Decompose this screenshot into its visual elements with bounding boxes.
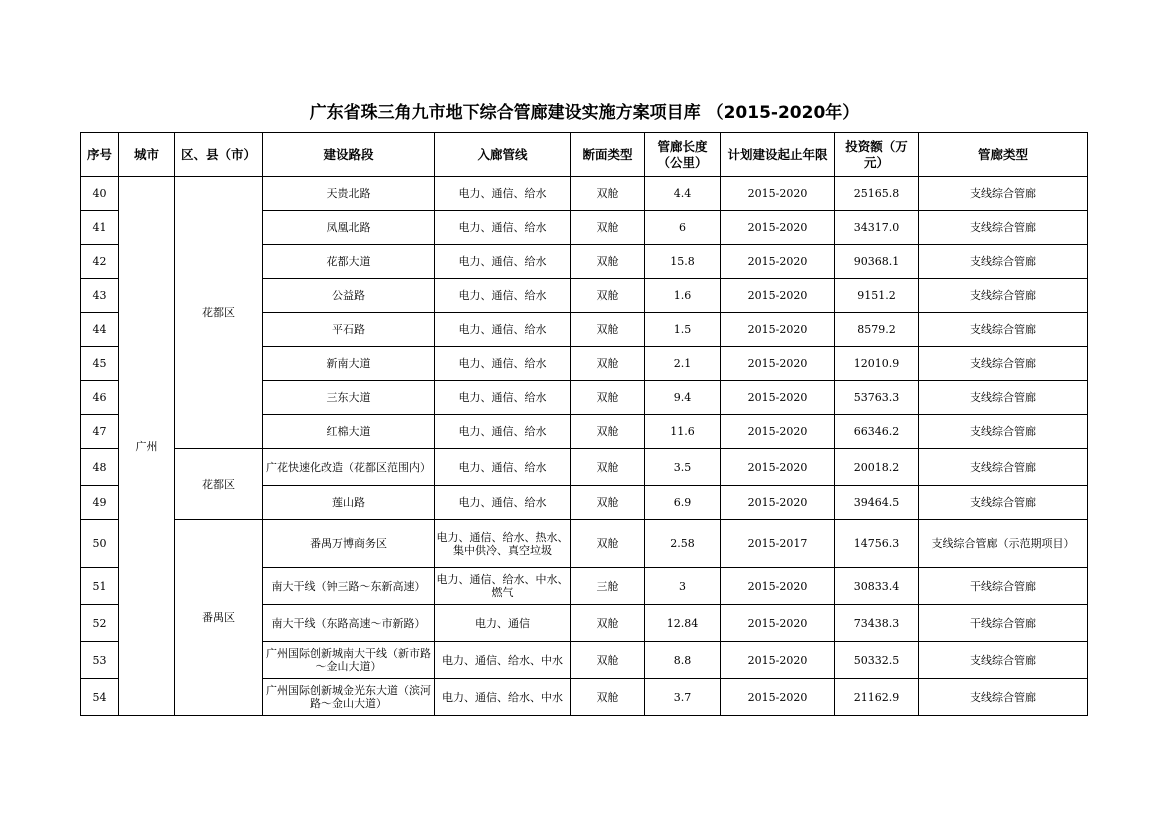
cell-length: 12.84 xyxy=(645,605,721,642)
cell-section: 双舱 xyxy=(571,279,645,313)
cell-pipes: 电力、通信、给水、中水 xyxy=(435,642,571,679)
cell-length: 2.58 xyxy=(645,520,721,568)
cell-period: 2015-2020 xyxy=(721,211,835,245)
cell-type: 干线综合管廊 xyxy=(919,568,1088,605)
cell-investment: 66346.2 xyxy=(835,415,919,449)
cell-road: 广州国际创新城南大干线（新市路～金山大道） xyxy=(263,642,435,679)
cell-pipes: 电力、通信 xyxy=(435,605,571,642)
cell-section: 双舱 xyxy=(571,486,645,520)
cell-type: 支线综合管廊（示范期项目） xyxy=(919,520,1088,568)
cell-section: 双舱 xyxy=(571,449,645,486)
cell-section: 双舱 xyxy=(571,605,645,642)
table-row xyxy=(81,449,1088,486)
cell-investment: 21162.9 xyxy=(835,679,919,716)
page-title: 广东省珠三角九市地下综合管廊建设实施方案项目库 （2015-2020年） xyxy=(309,103,860,123)
cell-pipes: 电力、通信、给水 xyxy=(435,415,571,449)
cell-length: 15.8 xyxy=(645,245,721,279)
cell-section: 双舱 xyxy=(571,313,645,347)
cell-length: 3.5 xyxy=(645,449,721,486)
cell-period: 2015-2020 xyxy=(721,605,835,642)
cell-pipes: 电力、通信、给水 xyxy=(435,211,571,245)
cell-investment: 39464.5 xyxy=(835,486,919,520)
cell-pipes: 电力、通信、给水 xyxy=(435,279,571,313)
header-pipes: 入廊管线 xyxy=(435,133,571,177)
cell-pipes: 电力、通信、给水 xyxy=(435,313,571,347)
header-district: 区、县（市） xyxy=(175,133,263,177)
cell-type: 支线综合管廊 xyxy=(919,279,1088,313)
cell-period: 2015-2020 xyxy=(721,245,835,279)
cell-type: 支线综合管廊 xyxy=(919,486,1088,520)
cell-seq: 42 xyxy=(81,245,119,279)
cell-seq: 43 xyxy=(81,279,119,313)
cell-road: 公益路 xyxy=(263,279,435,313)
cell-section: 双舱 xyxy=(571,177,645,211)
cell-period: 2015-2020 xyxy=(721,679,835,716)
table-row xyxy=(81,520,1088,568)
cell-district: 花都区 xyxy=(175,177,263,449)
cell-seq: 53 xyxy=(81,642,119,679)
cell-investment: 20018.2 xyxy=(835,449,919,486)
cell-period: 2015-2020 xyxy=(721,486,835,520)
cell-pipes: 电力、通信、给水 xyxy=(435,381,571,415)
cell-district: 花都区 xyxy=(175,449,263,520)
cell-length: 6 xyxy=(645,211,721,245)
cell-type: 干线综合管廊 xyxy=(919,605,1088,642)
cell-investment: 14756.3 xyxy=(835,520,919,568)
cell-investment: 30833.4 xyxy=(835,568,919,605)
cell-length: 8.8 xyxy=(645,642,721,679)
cell-seq: 49 xyxy=(81,486,119,520)
cell-road: 南大干线（东路高速～市新路） xyxy=(263,605,435,642)
cell-road: 广州国际创新城金光东大道（滨河路～金山大道） xyxy=(263,679,435,716)
cell-city: 广州 xyxy=(119,177,175,716)
cell-investment: 9151.2 xyxy=(835,279,919,313)
cell-seq: 48 xyxy=(81,449,119,486)
cell-investment: 34317.0 xyxy=(835,211,919,245)
cell-pipes: 电力、通信、给水 xyxy=(435,486,571,520)
cell-period: 2015-2020 xyxy=(721,449,835,486)
cell-type: 支线综合管廊 xyxy=(919,381,1088,415)
project-table xyxy=(80,132,1088,716)
cell-type: 支线综合管廊 xyxy=(919,415,1088,449)
cell-length: 1.6 xyxy=(645,279,721,313)
cell-road: 平石路 xyxy=(263,313,435,347)
cell-pipes: 电力、通信、给水 xyxy=(435,245,571,279)
cell-road: 番禺万博商务区 xyxy=(263,520,435,568)
cell-length: 1.5 xyxy=(645,313,721,347)
cell-section: 双舱 xyxy=(571,520,645,568)
cell-period: 2015-2020 xyxy=(721,642,835,679)
cell-type: 支线综合管廊 xyxy=(919,642,1088,679)
cell-pipes: 电力、通信、给水 xyxy=(435,347,571,381)
cell-type: 支线综合管廊 xyxy=(919,679,1088,716)
cell-length: 6.9 xyxy=(645,486,721,520)
cell-seq: 41 xyxy=(81,211,119,245)
cell-period: 2015-2020 xyxy=(721,347,835,381)
cell-type: 支线综合管廊 xyxy=(919,313,1088,347)
header-row xyxy=(81,133,1088,177)
cell-seq: 45 xyxy=(81,347,119,381)
header-period: 计划建设起止年限 xyxy=(721,133,835,177)
header-section: 断面类型 xyxy=(571,133,645,177)
cell-road: 花都大道 xyxy=(263,245,435,279)
cell-district: 番禺区 xyxy=(175,520,263,716)
cell-period: 2015-2020 xyxy=(721,415,835,449)
header-city: 城市 xyxy=(119,133,175,177)
cell-length: 3.7 xyxy=(645,679,721,716)
cell-type: 支线综合管廊 xyxy=(919,347,1088,381)
cell-length: 2.1 xyxy=(645,347,721,381)
cell-investment: 12010.9 xyxy=(835,347,919,381)
cell-seq: 40 xyxy=(81,177,119,211)
cell-seq: 44 xyxy=(81,313,119,347)
cell-length: 11.6 xyxy=(645,415,721,449)
cell-seq: 54 xyxy=(81,679,119,716)
header-road: 建设路段 xyxy=(263,133,435,177)
cell-road: 红棉大道 xyxy=(263,415,435,449)
cell-period: 2015-2017 xyxy=(721,520,835,568)
cell-pipes: 电力、通信、给水、热水、集中供冷、真空垃圾 xyxy=(435,520,571,568)
cell-type: 支线综合管廊 xyxy=(919,245,1088,279)
cell-period: 2015-2020 xyxy=(721,279,835,313)
cell-pipes: 电力、通信、给水 xyxy=(435,449,571,486)
cell-pipes: 电力、通信、给水、中水、燃气 xyxy=(435,568,571,605)
header-type: 管廊类型 xyxy=(919,133,1088,177)
cell-investment: 8579.2 xyxy=(835,313,919,347)
cell-section: 双舱 xyxy=(571,245,645,279)
table-row xyxy=(81,177,1088,211)
cell-road: 三东大道 xyxy=(263,381,435,415)
cell-period: 2015-2020 xyxy=(721,313,835,347)
cell-type: 支线综合管廊 xyxy=(919,449,1088,486)
cell-pipes: 电力、通信、给水 xyxy=(435,177,571,211)
cell-investment: 73438.3 xyxy=(835,605,919,642)
cell-section: 双舱 xyxy=(571,211,645,245)
cell-type: 支线综合管廊 xyxy=(919,211,1088,245)
cell-section: 双舱 xyxy=(571,679,645,716)
cell-length: 3 xyxy=(645,568,721,605)
cell-pipes: 电力、通信、给水、中水 xyxy=(435,679,571,716)
cell-period: 2015-2020 xyxy=(721,568,835,605)
cell-road: 南大干线（钟三路～东新高速） xyxy=(263,568,435,605)
header-investment: 投资额（万元） xyxy=(835,133,919,177)
cell-seq: 51 xyxy=(81,568,119,605)
header-length: 管廊长度（公里） xyxy=(645,133,721,177)
cell-length: 9.4 xyxy=(645,381,721,415)
cell-investment: 90368.1 xyxy=(835,245,919,279)
cell-type: 支线综合管廊 xyxy=(919,177,1088,211)
cell-seq: 52 xyxy=(81,605,119,642)
cell-road: 凤凰北路 xyxy=(263,211,435,245)
cell-road: 莲山路 xyxy=(263,486,435,520)
cell-section: 三舱 xyxy=(571,568,645,605)
cell-section: 双舱 xyxy=(571,642,645,679)
cell-seq: 46 xyxy=(81,381,119,415)
cell-period: 2015-2020 xyxy=(721,177,835,211)
cell-road: 广花快速化改造（花都区范围内） xyxy=(263,449,435,486)
cell-investment: 25165.8 xyxy=(835,177,919,211)
cell-road: 新南大道 xyxy=(263,347,435,381)
cell-road: 天贵北路 xyxy=(263,177,435,211)
cell-seq: 50 xyxy=(81,520,119,568)
cell-investment: 53763.3 xyxy=(835,381,919,415)
cell-investment: 50332.5 xyxy=(835,642,919,679)
cell-seq: 47 xyxy=(81,415,119,449)
header-seq: 序号 xyxy=(81,133,119,177)
cell-section: 双舱 xyxy=(571,347,645,381)
cell-section: 双舱 xyxy=(571,415,645,449)
cell-length: 4.4 xyxy=(645,177,721,211)
cell-section: 双舱 xyxy=(571,381,645,415)
cell-period: 2015-2020 xyxy=(721,381,835,415)
